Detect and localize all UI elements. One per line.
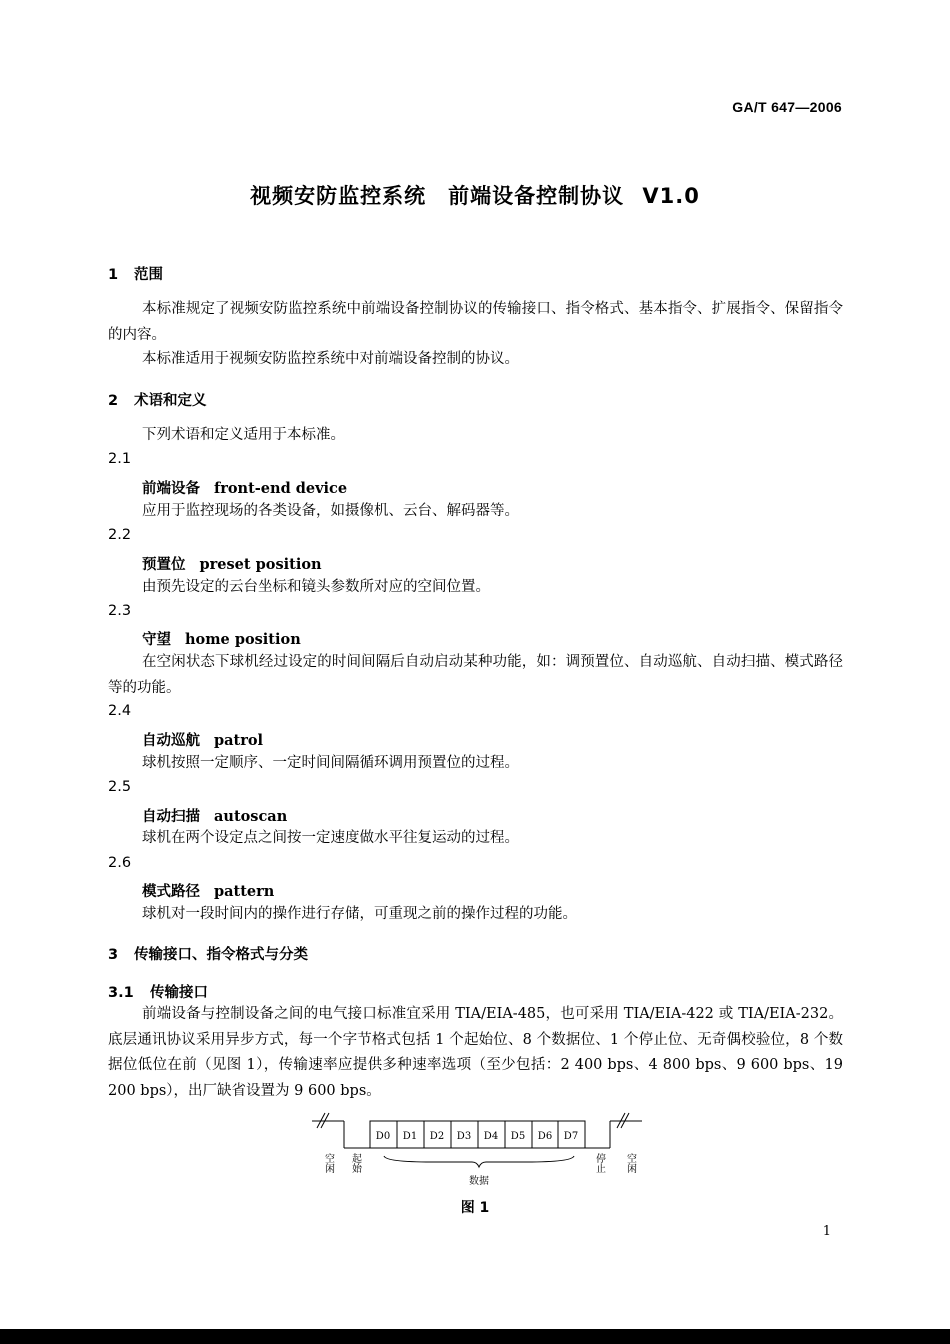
section-3-heading	[108, 943, 308, 964]
bit-d6: D6	[537, 1131, 553, 1142]
section-number: 3	[108, 947, 119, 963]
bit-d5: D5	[510, 1131, 526, 1142]
term-en: pattern	[214, 883, 275, 900]
byte-frame-diagram	[312, 1110, 642, 1190]
bit-d4: D4	[483, 1131, 499, 1142]
section-title: 范围	[134, 267, 163, 283]
clause-2-4-number: 2.4	[108, 703, 132, 719]
label-start: 起始	[349, 1153, 361, 1173]
term-en: home position	[185, 631, 301, 648]
section-title: 传输接口、指令格式与分类	[134, 947, 308, 963]
clause-2-3-number: 2.3	[108, 603, 132, 619]
bit-d3: D3	[456, 1131, 472, 1142]
term-2-1	[142, 477, 347, 498]
term-2-4	[142, 729, 263, 750]
term-en: front-end device	[214, 480, 348, 497]
term-cn: 守望	[142, 632, 171, 648]
section-1-paragraph-1: 本标准规定了视频安防监控系统中前端设备控制协议的传输接口、指令格式、基本指令、扩展指令、保留指令的内容。	[108, 301, 843, 343]
section-title: 传输接口	[150, 985, 208, 1001]
section-1-heading	[108, 263, 163, 284]
term-2-5-definition: 球机在两个设定点之间按一定速度做水平往复运动的过程。	[142, 830, 519, 846]
bit-d2: D2	[429, 1131, 445, 1142]
term-cn: 预置位	[142, 557, 186, 573]
bottom-bar	[0, 1329, 950, 1344]
section-number: 3.1	[108, 985, 134, 1001]
bit-d0: D0	[375, 1131, 391, 1142]
section-number: 1	[108, 267, 119, 283]
clause-2-5-number: 2.5	[108, 779, 132, 795]
clause-2-6-number: 2.6	[108, 855, 132, 871]
term-2-5	[142, 805, 287, 826]
term-cn: 前端设备	[142, 481, 200, 497]
clause-2-1-number: 2.1	[108, 451, 132, 467]
term-en: autoscan	[214, 808, 288, 825]
term-2-6-definition: 球机对一段时间内的操作进行存储，可重现之前的操作过程的功能。	[142, 906, 577, 922]
term-2-6	[142, 880, 274, 901]
term-en: preset position	[199, 556, 322, 573]
term-2-4-definition: 球机按照一定顺序、一定时间间隔循环调用预置位的过程。	[142, 755, 519, 771]
term-cn: 自动巡航	[142, 733, 200, 749]
term-2-3	[142, 628, 301, 649]
term-2-2-definition: 由预先设定的云台坐标和镜头参数所对应的空间位置。	[142, 579, 490, 595]
label-stop: 停止	[593, 1153, 605, 1173]
label-idle-right: 空闲	[624, 1153, 636, 1173]
term-cn: 模式路径	[142, 884, 200, 900]
bit-d7: D7	[563, 1131, 579, 1142]
figure-caption: 图 1	[460, 1200, 490, 1216]
bit-d1: D1	[402, 1131, 418, 1142]
standard-code: GA/T 647—2006	[732, 99, 842, 115]
section-3-1-heading	[108, 981, 208, 1002]
label-data: 数据	[469, 1176, 489, 1187]
term-en: patrol	[214, 732, 264, 749]
section-title: 术语和定义	[134, 393, 207, 409]
section-number: 2	[108, 393, 119, 409]
term-2-3-definition: 在空闲状态下球机经过设定的时间间隔后自动启动某种功能，如：调预置位、自动巡航、自动扫描、模式路径等的功能。	[108, 654, 843, 696]
section-2-intro: 下列术语和定义适用于本标准。	[142, 427, 345, 443]
term-cn: 自动扫描	[142, 809, 200, 825]
term-2-2	[142, 553, 322, 574]
page-number: 1	[822, 1224, 831, 1239]
clause-2-2-number: 2.2	[108, 527, 132, 543]
document-title: 视频安防监控系统 前端设备控制协议 V1.0	[250, 184, 700, 208]
section-2-heading	[108, 389, 207, 410]
section-3-1-paragraph: 前端设备与控制设备之间的电气接口标准宜采用 TIA/EIA-485，也可采用 TIA/EIA-422 或 TIA/EIA-232。底层通讯协议采用异步方式，每一个字节格式包括 1 个起始位、8 个数据位、1 个停止位、无奇偶校验位，8 个数据位低位在前（见图 1），传输速率应提供多种速率选项（至少包括：2 400 bps、4 800 bps、9 600 bps、19 200 bps），出厂缺省设置为 9 600 bps。	[108, 1006, 843, 1099]
section-1-paragraph-2: 本标准适用于视频安防监控系统中对前端设备控制的协议。	[142, 351, 519, 367]
term-2-1-definition: 应用于监控现场的各类设备，如摄像机、云台、解码器等。	[142, 503, 519, 519]
label-idle-left: 空闲	[322, 1153, 334, 1173]
